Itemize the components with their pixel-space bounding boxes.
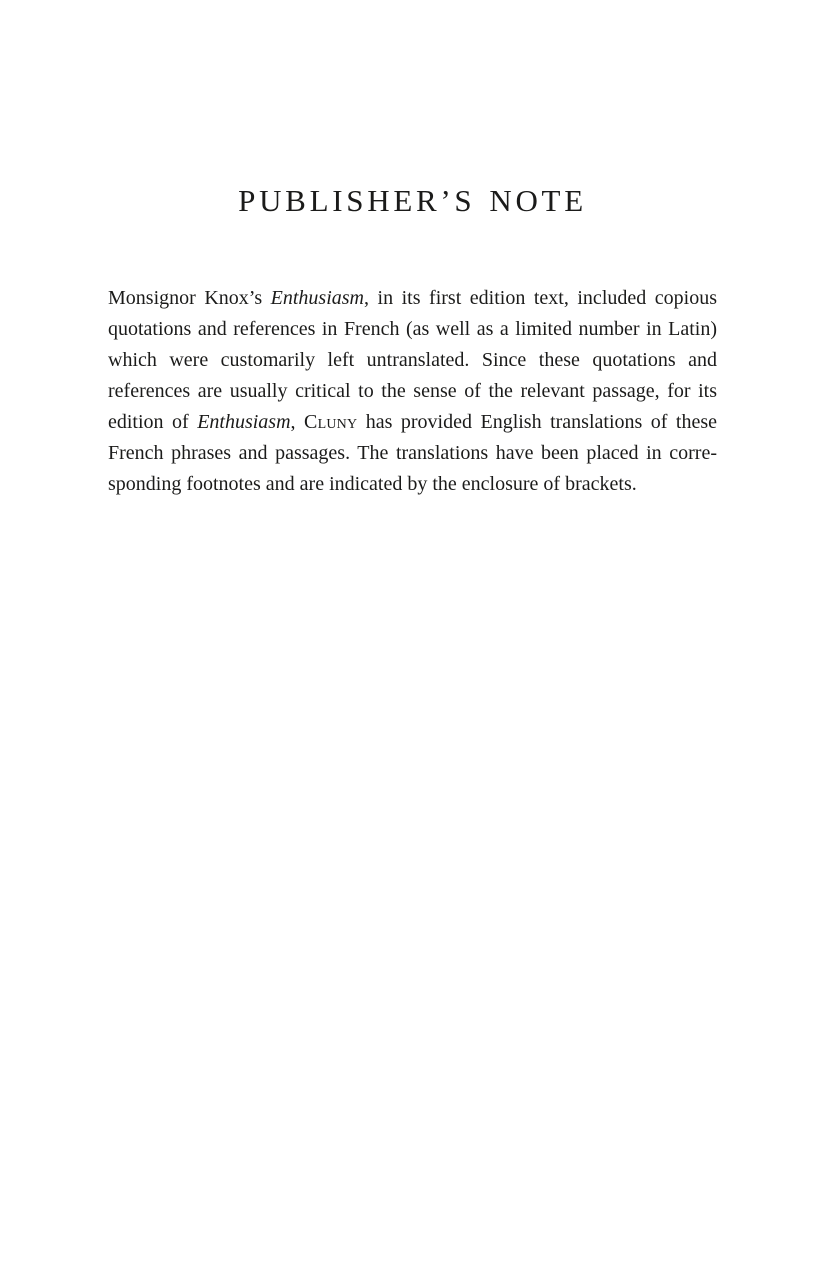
paragraph-line — [108, 376, 717, 407]
paragraph-line — [108, 283, 717, 314]
paragraph-line — [108, 314, 717, 345]
page-title: PUBLISHER’S NOTE — [238, 183, 587, 218]
paragraph-line — [108, 407, 717, 438]
italic-book-title: Enthusiasm — [270, 287, 364, 309]
text-segment: sponding footnotes and are indicated by the enclosure of brackets. — [108, 473, 637, 495]
paragraph-line — [108, 469, 717, 500]
paragraph-line — [108, 345, 717, 376]
text-segment: Monsignor Knox’s — [108, 287, 271, 309]
text-segment: has provided English translations of these — [357, 411, 718, 433]
text-segment: , in its first edition text, included copious — [363, 287, 717, 309]
italic-book-title: Enthusiasm — [197, 411, 291, 433]
text-segment: quotations and references in French (as well as a limited number in Latin) — [108, 318, 717, 340]
publishers-note-paragraph — [108, 283, 717, 500]
text-segment: , — [290, 411, 305, 433]
text-segment: which were customarily left untranslated. Since these quotations and — [108, 349, 717, 371]
small-caps-publisher-name: Cluny — [304, 411, 358, 433]
text-segment: edition of — [108, 411, 198, 433]
paragraph-line — [108, 438, 717, 469]
text-segment: French phrases and passages. The translations have been placed in corre- — [108, 442, 717, 464]
text-segment: references are usually critical to the sense of the relevant passage, for its — [108, 380, 717, 402]
